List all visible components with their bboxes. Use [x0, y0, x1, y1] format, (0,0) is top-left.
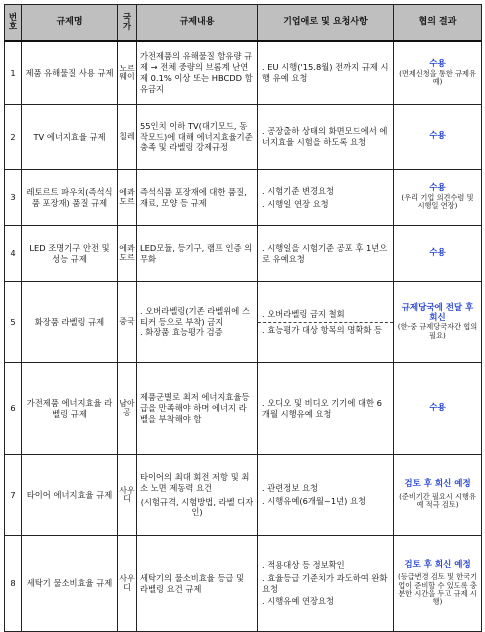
- request-item: . 시행유예(6개월~1년) 요청: [262, 496, 367, 506]
- country-name: 남아공: [118, 363, 137, 455]
- result-cell: [394, 455, 482, 536]
- request-item: . 효율등급 기준치가 과도하여 완화 요청: [262, 572, 388, 594]
- regulation-content: . 오버라벨링(기존 라벨위에 스티커 등으로 부착) 금지 . 화장품 효능평가 검증: [137, 282, 258, 363]
- regulation-name: 세탁기 물소비효율 규제: [22, 536, 118, 632]
- request-item: . 시험기준 변경요청: [262, 185, 335, 196]
- result-cell: [394, 41, 482, 105]
- regulation-content: 즉석식품 포장재에 대한 품질, 재료, 모양 등 규제: [137, 170, 258, 226]
- country-name: 에콰도르: [118, 170, 137, 226]
- row-number: 4: [5, 226, 22, 282]
- regulation-content: 세탁기의 물소비효율 등급 및 라벨링 요건 규제: [137, 536, 258, 632]
- request-cell: [258, 455, 394, 536]
- table-row: [5, 536, 482, 632]
- row-number: 1: [5, 41, 22, 105]
- request-item: . 효능평가 대상 항목의 명확화 등: [262, 324, 383, 335]
- request-cell: [258, 226, 394, 282]
- request-item: . 관련정보 요청: [262, 483, 319, 494]
- result-note: (등급변경 검토 및 한국기업이 준비할 수 있도록 충분한 시간을 두고 규제 시행): [397, 572, 478, 607]
- result-status: 수용: [429, 58, 446, 69]
- regulation-name: 화장품 라벨링 규제: [22, 282, 118, 363]
- table-row: [5, 455, 482, 536]
- result-cell: [394, 226, 482, 282]
- table-row: [5, 41, 482, 105]
- result-status: 검토 후 회신 예정: [404, 479, 471, 490]
- regulation-name: 레토르트 파우치(즉석식품 포장재) 품질 규제: [22, 170, 118, 226]
- result-cell: [394, 170, 482, 226]
- row-number: 8: [5, 536, 22, 632]
- request-item: . 오디오 및 비디오 기기에 대한 6개월 시행유예 요청: [262, 397, 382, 419]
- table-row: [5, 170, 482, 226]
- regulation-name: 가전제품 에너지효율 라벨링 규제: [22, 363, 118, 455]
- result-note: (한-중 규제당국자간 협의 필요): [397, 322, 478, 340]
- request-item: . 오버라벨링 금지 철회: [258, 307, 393, 323]
- result-note: (우리 기업 의견수렴 및 시행일 연장): [401, 193, 474, 211]
- regulation-name: 제품 유해물질 사용 규제: [22, 41, 118, 105]
- regulation-content: [137, 455, 258, 536]
- row-number: 6: [5, 363, 22, 455]
- result-status: 수용: [429, 131, 446, 142]
- request-cell: [258, 105, 394, 170]
- result-note: (면제신청을 통한 규제유예): [399, 68, 476, 86]
- result-cell: [394, 105, 482, 170]
- table-row: [5, 363, 482, 455]
- regulation-name: TV 에너지효율 규제: [22, 105, 118, 170]
- request-cell: [258, 536, 394, 632]
- request-cell: [258, 170, 394, 226]
- request-item: . 적용대상 등 정보확인: [262, 559, 345, 570]
- header-content: 규제내용: [137, 5, 258, 42]
- request-cell: [258, 363, 394, 455]
- result-status: 검토 후 회신 예정: [404, 559, 471, 570]
- table-row: [5, 282, 482, 363]
- result-note: (준비기간 필요시 시행유예 적극 검토): [399, 492, 476, 510]
- row-number: 2: [5, 105, 22, 170]
- result-status: 규제당국에 전달 후 회신: [401, 302, 474, 323]
- request-item: . 시행일 연장 요청: [262, 198, 329, 209]
- request-item: . 공장출하 상태의 화면모드에서 에너지효율 시험을 하도록 요청: [262, 126, 388, 147]
- table-row: [5, 226, 482, 282]
- header-result: 협의 결과: [394, 5, 482, 42]
- request-cell: [258, 41, 394, 105]
- table-row: [5, 105, 482, 170]
- request-item: . EU 시행('15.8월) 전까지 규제 시행 유예 요청: [262, 62, 389, 83]
- request-cell: [258, 282, 394, 363]
- regulation-name: LED 조명기구 안전 및 성능 규제: [22, 226, 118, 282]
- header-country: 국가: [118, 5, 137, 42]
- country-name: 에콰도르: [118, 226, 137, 282]
- regulation-table: [4, 4, 482, 632]
- country-name: 노르웨이: [118, 41, 137, 105]
- country-name: 중국: [118, 282, 137, 363]
- regulation-content: 55인치 이하 TV(대기모드, 동작모드)에 대해 에너지효율기준 충족 및 라벨링 강제규정: [137, 105, 258, 170]
- regulation-content: 가전제품의 유해물질 함유량 규제 → 전체 중량의 브롬계 난연제 0.1% 이상 또는 HBCDD 함유금지: [137, 41, 258, 105]
- regulation-content: 제품군별로 최저 에너지효율등급을 만족해야 하며 에너지 라벨을 부착해야 함: [137, 363, 258, 455]
- request-item: . 시행일을 시험기준 공포 후 1년으로 유예요청: [262, 242, 388, 264]
- country-name: 사우디: [118, 455, 137, 536]
- header-name: 규제명: [22, 5, 118, 42]
- request-item: . 시행유예 연장요청: [262, 596, 335, 607]
- regulation-name: 타이어 에너지효율 규제: [22, 455, 118, 536]
- regulation-content-text: 타이어의 최대 회전 저항 및 최소 노면 제동력 요건: [140, 471, 250, 493]
- header-requests: 기업애로 및 요청사항: [258, 5, 394, 42]
- result-status: 수용: [429, 247, 446, 258]
- header-no: 번호: [5, 5, 22, 42]
- result-status: 수용: [429, 402, 446, 413]
- country-name: 칠레: [118, 105, 137, 170]
- header-row: [5, 5, 482, 42]
- regulation-content: LED모듈, 등기구, 램프 인증 의무화: [137, 226, 258, 282]
- row-number: 3: [5, 170, 22, 226]
- row-number: 7: [5, 455, 22, 536]
- result-status: 수용: [429, 183, 446, 194]
- country-name: 사우디: [118, 536, 137, 632]
- result-cell: [394, 363, 482, 455]
- row-number: 5: [5, 282, 22, 363]
- regulation-content-note: (시험규격, 시험방법, 라벨 디자인): [140, 496, 254, 518]
- result-cell: [394, 282, 482, 363]
- result-cell: [394, 536, 482, 632]
